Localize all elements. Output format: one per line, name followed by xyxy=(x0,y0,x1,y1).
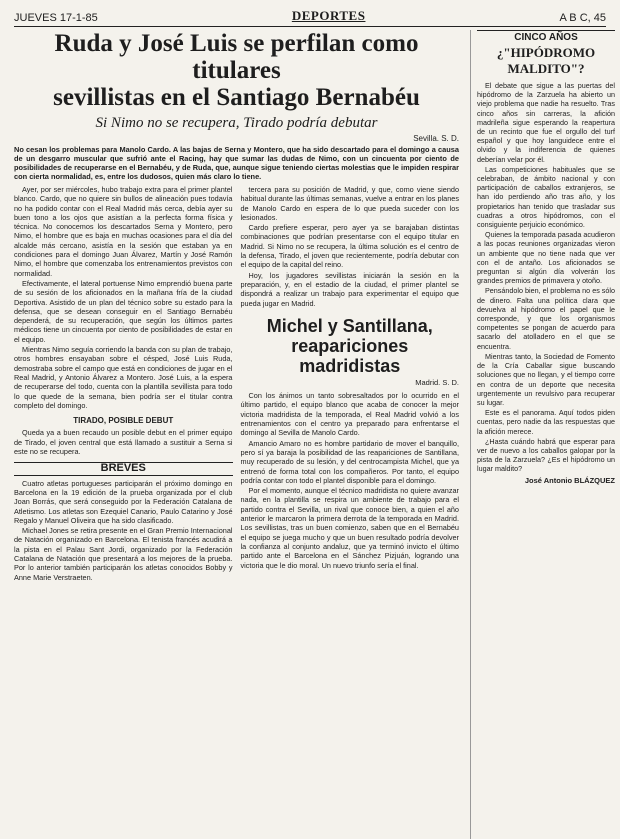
paragraph: Las competiciones habituales que se celebraban, de ámbito nacional y con participación de caballos extranjeros, se han ido perdiendo año tras año, y los propietarios han tenido que trasladar sus cuadras a otros hipódromos, con el consiguiente perjuicio económico. xyxy=(477,164,615,230)
paragraph: Mientras Nimo seguía corriendo la banda con su plan de trabajo, otros hombres ensayaban sobre el césped, José Luis Ruda, demostraba sobre el campo que está en condiciones de jugar en el Real Madrid, y Antonio Álvarez a Montero. José Luis, a la espera de recuperarse del todo, cuenta con la plantilla sevillista para todo lo que quede de la semana, bien podría ser el titular contra completo del domingo. xyxy=(14,345,233,410)
page-header xyxy=(14,8,606,27)
sidebar-body xyxy=(477,81,615,474)
sidebar-signature: José Antonio BLÁZQUEZ xyxy=(524,475,615,485)
article-subtitle: Si Nimo no se recupera, Tirado podría debutar xyxy=(95,115,378,131)
brief-item: Cuatro atletas portugueses participarán el próximo domingo en Barcelona en la 19 edición de la prueba organizada por el club Joan Borrás, que será conseguido por la Federación Catalana de Atletismo. Los atletas son Ezequiel Canario, Paulo Catarino y José Regalo y Manuel Oliveira que ha sido clasificado. xyxy=(14,478,233,525)
article-column-1 xyxy=(14,185,233,583)
article-column-2 xyxy=(241,185,460,583)
paragraph: Este es el panorama. Aquí todos piden cuentas, pero nadie da las respuestas que la afición merece. xyxy=(477,408,615,436)
sub-title-line1: Michel y Santillana, xyxy=(266,315,433,336)
paragraph: Pensándolo bien, el problema no es sólo de dinero. Falta una política clara que devuelva al hipódromo el papel que le corresponde, y que los organismos competentes se pongan de acuerdo para sacarlo del atolladero en el que se encuentra. xyxy=(477,286,615,351)
article-title-line1: Ruda y José Luis se perfilan como titulares xyxy=(54,30,419,84)
article-title xyxy=(14,30,459,111)
sub-title-line2: reapariciones madridistas xyxy=(291,335,409,376)
paragraph: Con los ánimos un tanto sobresaltados por lo ocurrido en el último partido, el equipo blanco que acaba de conocer la mejor victoria madridista de la temporada, el Real Madrid volvió a los entrenamientos con el centro ya preparado para enfrentarse el domingo al Sevilla de Manolo Cardo. xyxy=(240,391,459,438)
sidebar-title: ¿"HIPÓDROMO MALDITO"? xyxy=(496,45,596,76)
paragraph: Queda ya a buen recaudo un posible debut en el primer equipo de Tirado, el joven central que está llamado a sustituir a Serna si este no se recupera. xyxy=(14,428,233,457)
sidebar-article xyxy=(470,30,615,839)
paragraph: Cardo prefiere esperar, pero ayer ya se barajaban distintas combinaciones que podrían presentarse con el equipo titular en Madrid. Si Nimo no se recupera, la última solución es el centro de la defensa, Tirado, el joven que recientemente, podría debutar con el equipo de la capital del reino. xyxy=(240,223,459,270)
sub-article-title xyxy=(241,316,460,376)
paragraph: Ayer, por ser miércoles, hubo trabajo extra para el primer plantel blanco. Cardo, que no quiere sin bullos de alineación pues todavía no ha podido contar con el Real Madrid más cerca, debía ayer su buen tono a los ojos que asistían a la perfecta forma física y técnica. No conocemos los descartados Serna y Montero, pero Nimo, el hombre que es baja en muchas ocasiones para el día del alcalde más cercano, asistía en la sesión que estaban ya en condiciones para el domingo Juan Álvarez, Martín y José Ramón Nimo, el hombre que comenzaba los entrenamientos previstos con normalidad. xyxy=(14,185,233,278)
main-article xyxy=(14,30,459,839)
paragraph: ¿Hasta cuándo habrá que esperar para ver de nuevo a los caballos galopar por la pista de la Zarzuela? ¿Es el hipódromo un lugar maldito? xyxy=(477,436,615,474)
header-date: JUEVES 17-1-85 xyxy=(14,12,98,24)
sidebar-kicker: CINCO AÑOS xyxy=(477,30,615,43)
header-section: DEPORTES xyxy=(291,8,366,23)
paragraph: tercera para su posición de Madrid, y que, como viene siendo habitual durante las últimas semanas, vuelve a entrar en los planes de Manolo Cardo en espera de lo que pueda suceder con los lesionados. xyxy=(240,185,459,222)
paragraph: Mientras tanto, la Sociedad de Fomento de la Cría Caballar sigue buscando soluciones que no llegan, y el tiempo corre en contra de un deporte que necesita urgentemente un revulsivo para recuperar su lugar. xyxy=(477,351,615,407)
article-title-line2: sevillistas en el Santiago Bernabéu xyxy=(53,84,420,111)
brief-item: Michael Jones se retira presente en el Gran Premio Internacional de Natación organizado en Barcelona. El tenista francés acudirá a la pista en el Palau Sant Jordi, organizado por la Federación Catalana de Natación que presentará a los mejores de la prueba. Por lo anterior también participarán los atletas conocidos Bobby y Anne Marie Verstraeten. xyxy=(14,526,233,582)
paragraph: Por el momento, aunque el técnico madridista no quiere avanzar nada, en la plantilla se respira un ambiente de trabajo para el partido contra el Sevilla, un rival que conoce bien, a quien el año anterior le marcaron la primera derrota de la temporada en Madrid. Los sevillistas, tras un buen comienzo, saben que en el Bernabéu el equipo se juega mucho y que un buen resultado podría devolver la confianza al conjunto andaluz, que ya terminó invicto el último partido ante el Barcelona en el Sánchez Pizjuán, logrando una victoria que le dio moral. Un nuevo triunfo sería el final. xyxy=(240,486,459,570)
paragraph: Hoy, los jugadores sevillistas iniciarán la sesión en la preparación, y, en el estadio de la ciudad, el primer plantel se dispondrá a realizar un trabajo para experimentar el equipo que pueda jugar en Madrid. xyxy=(240,270,459,308)
paragraph: Quienes la temporada pasada acudieron a las pocas reuniones organizadas vieron un ambiente que no tiene nada que ver con el de antaño. Los aficionados se preguntan si algún día volverán los grandes premios de primavera y otoño. xyxy=(477,230,615,286)
article-dateline: Sevilla. S. D. xyxy=(413,134,459,143)
article-lead: No cesan los problemas para Manolo Cardo. A las bajas de Serna y Montero, que ha sido descartado para el domingo a causa de un desgarro muscular que sufrió ante el Racing, hay que sumar las dudas de Nimo, con un cincuenta por ciento de posibilidades de recuperarse en el Bernabéu, y de Ruda, que, aunque sigue teniendo ciertas molestias que le impiden respirar con cierta normalidad, es, entre los dudosos, quien más claro lo tiene. xyxy=(14,145,459,181)
section-heading: TIRADO, POSIBLE DEBUT xyxy=(73,416,174,426)
article-columns xyxy=(14,185,459,583)
header-page: A B C, 45 xyxy=(559,12,606,24)
sub-article-dateline: Madrid. S. D. xyxy=(415,377,459,387)
paragraph: Amancio Amaro no es hombre partidario de mover el banquillo, pero sí ya baraja la posibilidad de las reapariciones de Santillana, muy recuperado de su lesión, y del centrocampista Michel, que ya entrenó de forma total con los compañeros. Por tanto, el equipo podría contar con todo el plantel disponible para el domingo. xyxy=(240,438,459,485)
breves-heading: BREVES xyxy=(14,462,233,475)
paragraph: El debate que sigue a las puertas del hipódromo de la Zarzuela ha abierto un viejo problema que nadie ha resuelto. Tras cinco años sin carreras, la afición madrileña sigue esperando la reapertura de un recinto que fue el orgullo del turf español y que hoy languidece entre el olvido y la indiferencia de quienes deberían velar por él. xyxy=(477,81,615,164)
paragraph: Efectivamente, el lateral portuense Nimo emprendió buena parte de su sesión de los aficionados en la mañana fría de la ciudad Deportiva. Asistido de un plan del técnico sobre su estado para la defensa, que se desean conseguir en el Santiago Bernabéu dependerá, de su recuperación, que según los últimos partes médicos tiene un cincuenta por ciento de posibilidades de estar en el equipo. xyxy=(14,278,233,344)
